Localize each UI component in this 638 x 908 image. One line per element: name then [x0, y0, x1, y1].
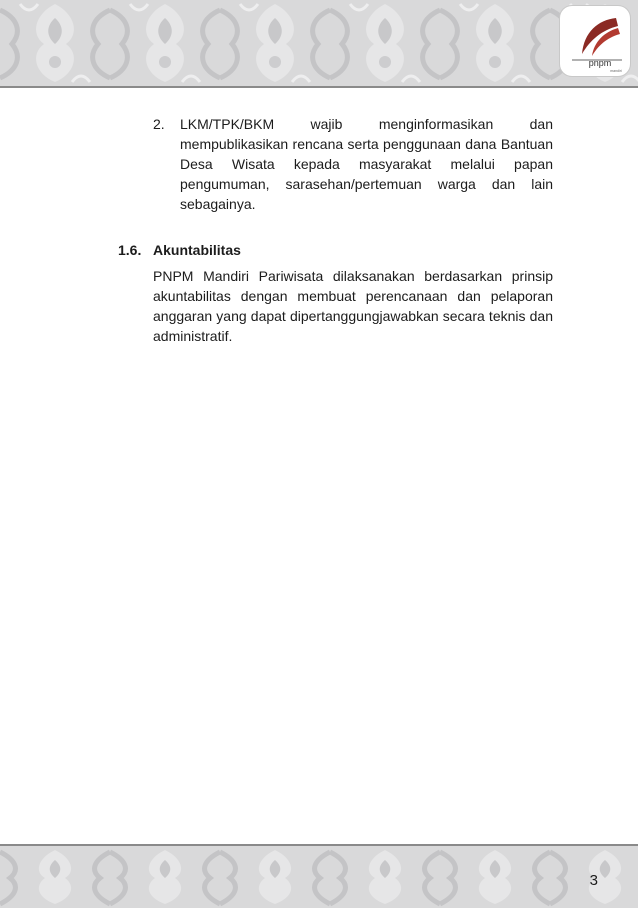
list-item-text: LKM/TPK/BKM wajib menginformasikan dan mempublikasikan rencana serta penggunaan dana Bantuan Desa Wisata kepada masyarakat melalui papan pengumuman, sarasehan/pertemuan warga dan lain sebagainya.: [180, 116, 553, 212]
page-number: 3: [589, 872, 598, 889]
logo-text: pnpm: [588, 58, 612, 68]
section-number: 1.6.: [118, 242, 142, 258]
logo-subtext: mandiri: [610, 69, 622, 73]
floral-ornament-pattern-footer: [0, 846, 638, 908]
list-item-number: 2.: [153, 116, 165, 132]
footer-ornament-band: [0, 844, 638, 908]
section-paragraph: PNPM Mandiri Pariwisata dilaksanakan berdasarkan prinsip akuntabilitas dengan membuat perencanaan dan pelaporan anggaran yang dapat dipertanggungjawabkan secara teknis dan administratif.: [153, 268, 553, 344]
section-title: Akuntabilitas: [153, 242, 241, 258]
